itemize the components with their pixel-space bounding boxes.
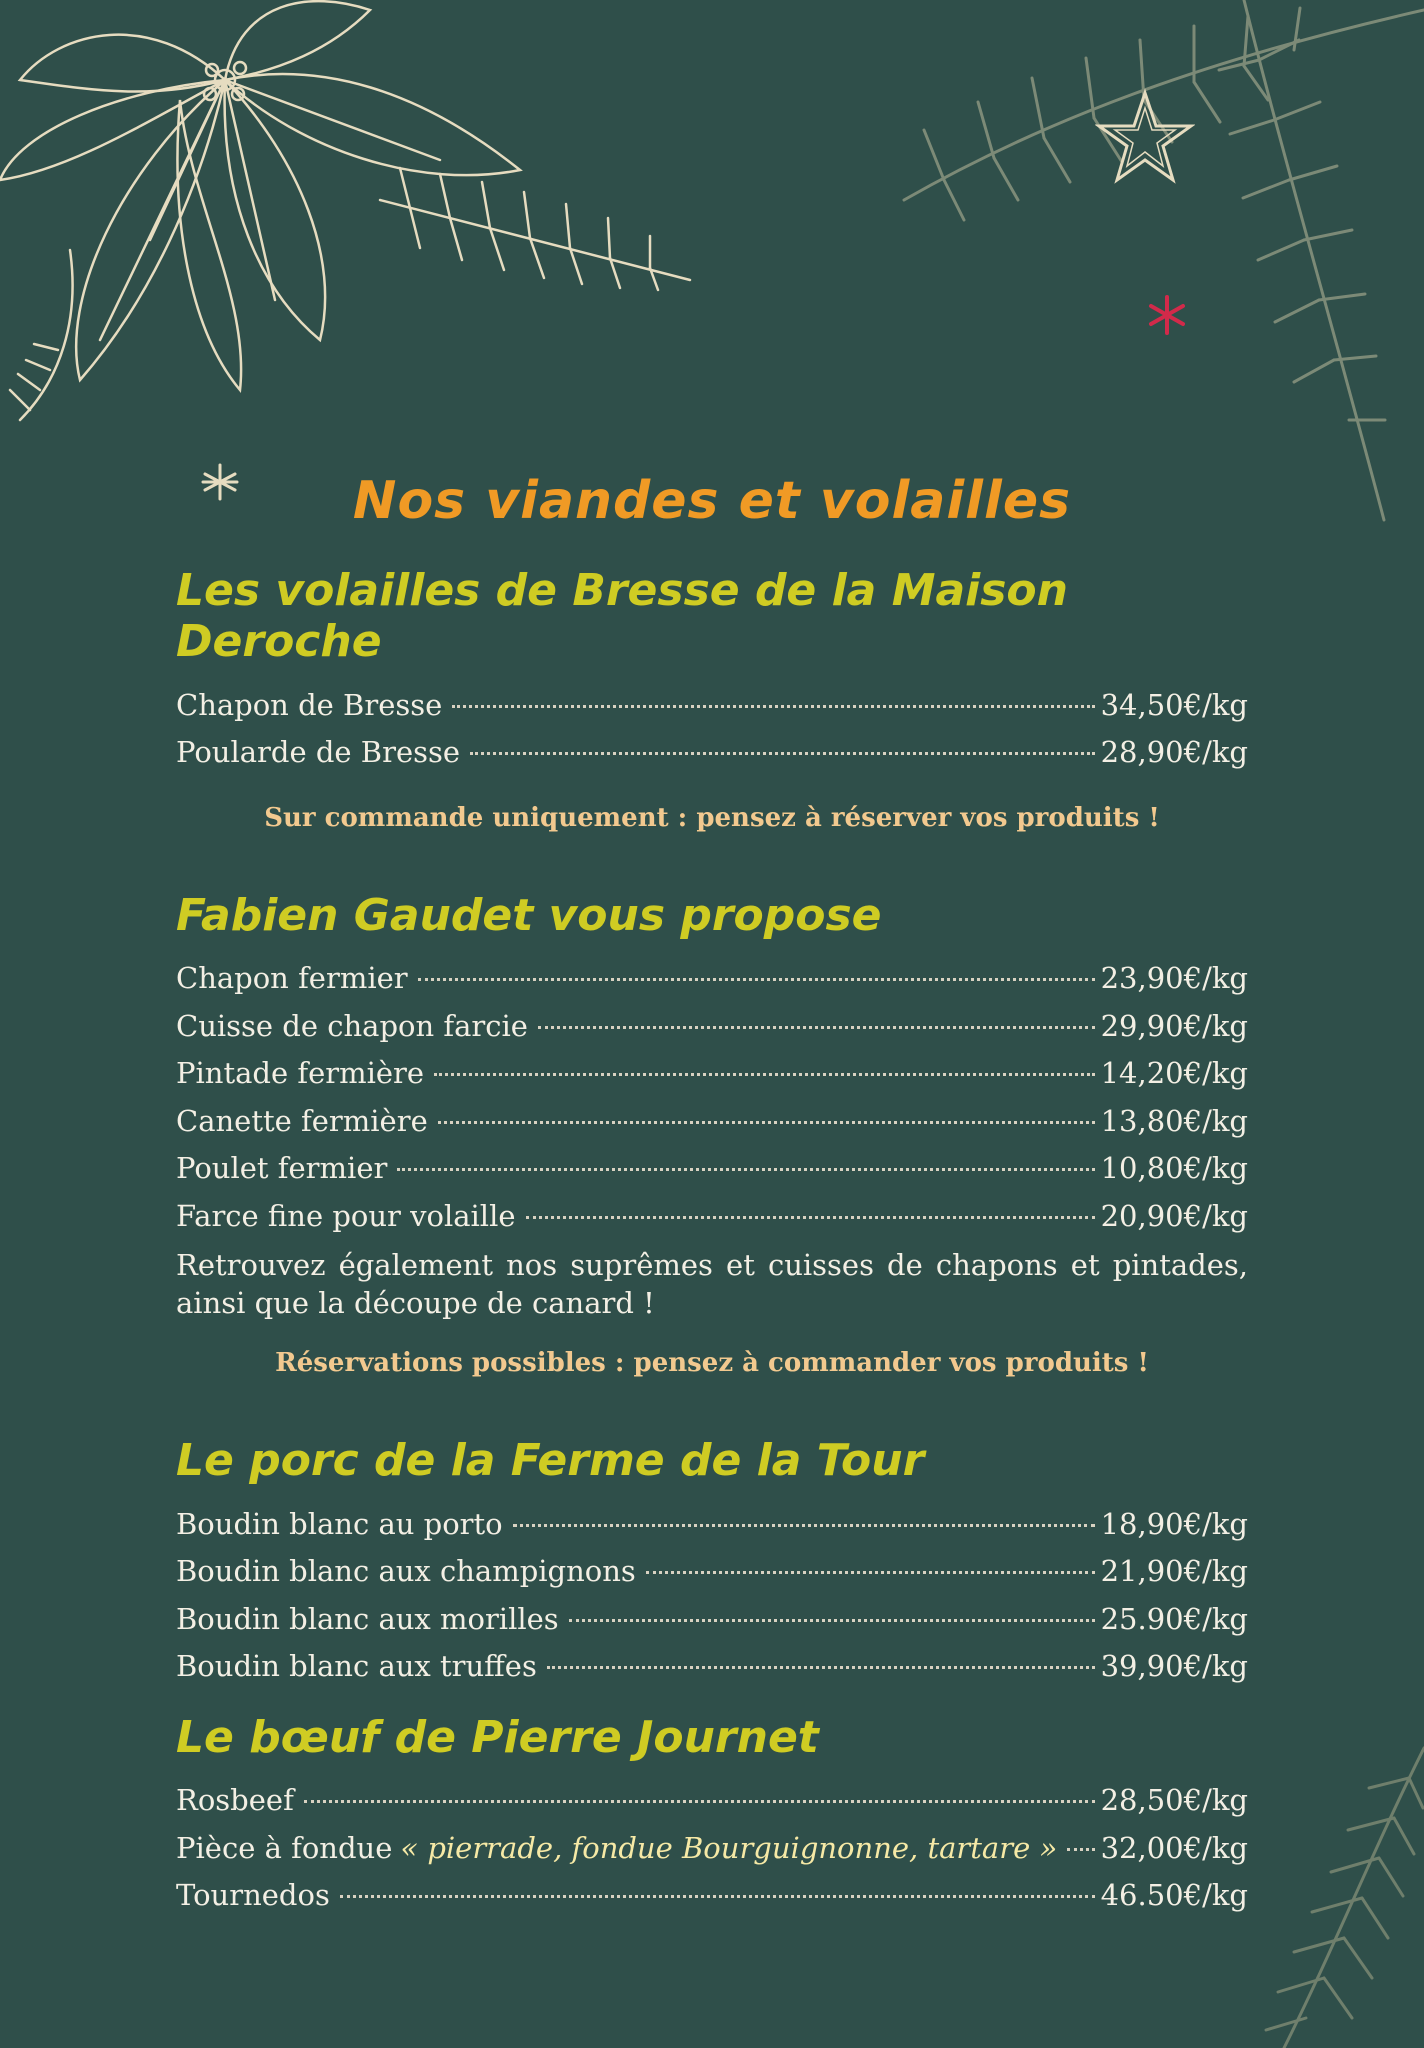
- item-name: Boudin blanc aux champignons: [176, 1554, 636, 1589]
- star-ornament-icon: [1095, 88, 1195, 188]
- item-price: 21,90€/kg: [1100, 1554, 1248, 1589]
- info-paragraph: Retrouvez également nos suprêmes et cuisses de chapons et pintades, ainsi que la découpe de canard !: [176, 1248, 1248, 1321]
- section-title: Le bœuf de Pierre Journet: [176, 1711, 819, 1763]
- menu-item: [176, 1643, 1248, 1691]
- asterisk-star-icon: [1145, 293, 1189, 337]
- dot-leader: [340, 1895, 1095, 1898]
- menu-item: [176, 1825, 1248, 1873]
- item-name: Pièce à fondue: [176, 1830, 393, 1865]
- item-price: 29,90€/kg: [1100, 1008, 1248, 1043]
- item-name: Pintade fermière: [176, 1056, 425, 1091]
- item-price: 14,20€/kg: [1100, 1056, 1248, 1091]
- section-title: Le porc de la Ferme de la Tour: [176, 1435, 925, 1487]
- dot-leader: [434, 1073, 1095, 1076]
- menu-content: [176, 470, 1248, 1920]
- menu-item: [176, 1003, 1248, 1051]
- dot-leader: [526, 1216, 1095, 1219]
- menu-item: [176, 1872, 1248, 1920]
- section-spacer: [176, 1691, 1248, 1713]
- dot-leader: [513, 1524, 1095, 1527]
- dot-leader: [470, 752, 1095, 755]
- menu-item: [176, 1193, 1248, 1241]
- item-name: Cuisse de chapon farcie: [176, 1008, 528, 1043]
- menu-item: [176, 1145, 1248, 1193]
- dot-leader: [538, 1026, 1095, 1029]
- item-price: 23,90€/kg: [1100, 961, 1248, 996]
- section-porc: [176, 1436, 1248, 1691]
- item-name: Rosbeef: [176, 1783, 294, 1818]
- dot-leader: [646, 1571, 1095, 1574]
- menu-item: [176, 1501, 1248, 1549]
- item-name: Boudin blanc aux truffes: [176, 1649, 537, 1684]
- page-title: Nos viandes et volailles: [352, 471, 1072, 531]
- dot-leader: [304, 1800, 1095, 1803]
- item-name: Boudin blanc aux morilles: [176, 1601, 559, 1636]
- menu-item: [176, 1596, 1248, 1644]
- section-title: Les volailles de Bresse de la Maison Deroche: [176, 565, 1068, 667]
- menu-item: [176, 682, 1248, 730]
- order-note: Sur commande uniquement : pensez à réserver vos produits !: [264, 802, 1160, 833]
- dot-leader: [418, 978, 1095, 981]
- pine-branch-icon: [1224, 1728, 1424, 2048]
- dot-leader: [1067, 1848, 1094, 1851]
- poinsettia-flower-icon: [0, 0, 700, 520]
- item-name: Tournedos: [176, 1878, 330, 1913]
- order-note: Réservations possibles : pensez à commander vos produits !: [275, 1348, 1149, 1379]
- item-name: Farce fine pour volaille: [176, 1198, 516, 1233]
- item-price: 32,00€/kg: [1100, 1830, 1248, 1865]
- dot-leader: [397, 1168, 1094, 1171]
- section-fabien-gaudet: [176, 891, 1248, 1379]
- item-note: « pierrade, fondue Bourguignonne, tartare »: [400, 1830, 1058, 1865]
- pine-branch-icon: [864, 0, 1424, 540]
- menu-item: [176, 1548, 1248, 1596]
- dot-leader: [547, 1666, 1095, 1669]
- item-name: Chapon de Bresse: [176, 687, 443, 722]
- item-name: Poulet fermier: [176, 1151, 388, 1186]
- item-price: 13,80€/kg: [1100, 1103, 1248, 1138]
- item-price: 34,50€/kg: [1100, 687, 1248, 722]
- item-name: Poularde de Bresse: [176, 735, 461, 770]
- item-price: 25.90€/kg: [1100, 1601, 1248, 1636]
- item-price: 20,90€/kg: [1100, 1198, 1248, 1233]
- item-name: Canette fermière: [176, 1103, 428, 1138]
- item-price: 28,50€/kg: [1100, 1783, 1248, 1818]
- dot-leader: [569, 1619, 1095, 1622]
- dot-leader: [452, 705, 1094, 708]
- section-boeuf: [176, 1713, 1248, 1920]
- item-price: 39,90€/kg: [1100, 1649, 1248, 1684]
- menu-item: [176, 729, 1248, 777]
- item-name: Chapon fermier: [176, 961, 408, 996]
- item-price: 18,90€/kg: [1100, 1506, 1248, 1541]
- item-price: 28,90€/kg: [1100, 735, 1248, 770]
- item-name: Boudin blanc au porto: [176, 1506, 503, 1541]
- item-price: 10,80€/kg: [1100, 1151, 1248, 1186]
- section-volailles-bresse: [176, 566, 1248, 832]
- menu-item: [176, 1098, 1248, 1146]
- menu-item: [176, 1777, 1248, 1825]
- dot-leader: [438, 1121, 1095, 1124]
- item-price: 46.50€/kg: [1100, 1878, 1248, 1913]
- menu-item: [176, 1050, 1248, 1098]
- section-title: Fabien Gaudet vous propose: [176, 889, 882, 941]
- menu-item: [176, 955, 1248, 1003]
